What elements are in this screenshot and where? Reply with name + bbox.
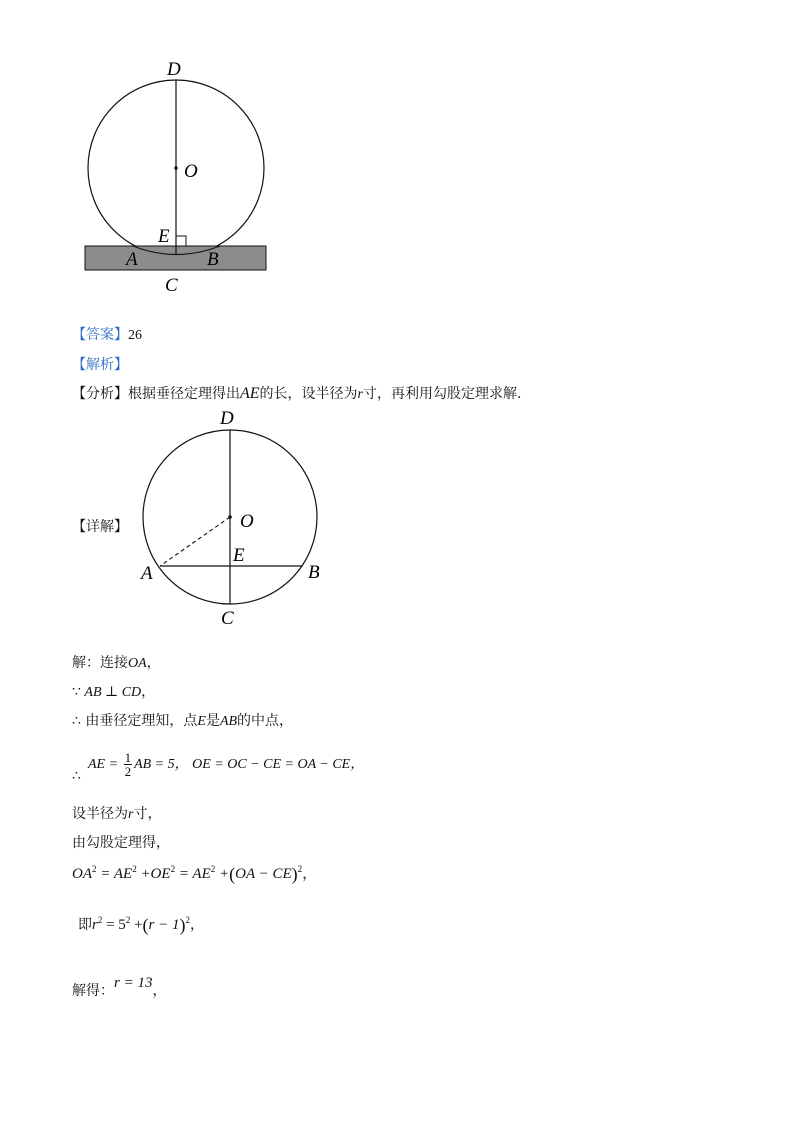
- analysis-tag: 【解析】: [72, 357, 128, 373]
- eq-ab-value: AB = 5，: [134, 757, 189, 772]
- summary-text2: 的长，设半径为: [259, 386, 358, 402]
- figure1-label-e: E: [158, 226, 170, 247]
- solution-line-6: 由勾股定理得，: [72, 835, 170, 851]
- sq-5: 2: [297, 864, 303, 874]
- sq-7: 2: [125, 915, 131, 925]
- figure1-label-c: C: [165, 275, 178, 296]
- eq-oe: OE = OC − CE = OA − CE，: [192, 757, 365, 772]
- figure2-label-d: D: [220, 408, 234, 429]
- figure2-radius-oa-dashed: [160, 517, 230, 566]
- summary-ae: AE: [240, 385, 260, 402]
- solution-line5-end: 寸，: [133, 806, 162, 822]
- solution-line3-shi: 是: [205, 713, 220, 729]
- figure2-label-a: A: [141, 563, 153, 584]
- figure2-label-c: C: [221, 608, 234, 629]
- summary-line: [72, 383, 521, 403]
- sq-2: 2: [132, 864, 137, 874]
- because-symbol: ∵: [72, 685, 81, 700]
- eq-r: r: [92, 917, 98, 933]
- solution-line-5: [72, 803, 161, 823]
- eq-line7-punct: ，: [302, 866, 318, 882]
- eq-r-equals-13: r = 13: [114, 975, 153, 991]
- eq-five: = 5: [102, 917, 126, 933]
- figure2-label-e: E: [233, 545, 245, 566]
- sq-3: 2: [170, 864, 176, 874]
- solution-line-9: [72, 975, 167, 1000]
- figure-circle-chord: [130, 402, 340, 632]
- eq-oe2: +OE: [136, 866, 171, 882]
- eq-plus-2: +: [130, 917, 143, 933]
- solution-line1-oa: OA: [128, 656, 147, 671]
- figure-circle-ground: [70, 55, 290, 300]
- solution-line8-ji: 即: [78, 917, 92, 933]
- fraction-denominator: 2: [124, 764, 132, 780]
- solution-line3-end: 的中点，: [237, 713, 294, 729]
- figure1-right-angle-mark: [176, 236, 186, 246]
- solution-line9-punct: ，: [152, 983, 167, 999]
- solution-line3-e: E: [197, 714, 206, 729]
- fraction-numerator: 1: [124, 749, 132, 765]
- eq-line8-punct: ，: [190, 917, 204, 933]
- eq-ae2: = AE: [175, 866, 211, 882]
- therefore-symbol: ∴: [72, 714, 81, 729]
- eq-ae-lhs: AE =: [88, 757, 119, 772]
- summary-text3: 寸，再利用勾股定理求解.: [363, 386, 522, 402]
- summary-r: r: [357, 387, 363, 402]
- solution-line-1: [72, 652, 161, 672]
- fraction-one-half: [124, 751, 133, 779]
- eq-oa: OA: [72, 866, 92, 882]
- solution-line9-text: 解得：: [72, 983, 114, 999]
- solution-line-7: $OA^2 = AE^2 +OE^2 = AE^2 +(OA - CE)^2$，: [72, 864, 318, 884]
- solution-line-3: [72, 710, 293, 730]
- therefore-symbol-2: ∴: [72, 769, 81, 784]
- eq-r-minus-1: r − 1: [148, 917, 180, 933]
- solution-line3-ab: AB: [219, 714, 238, 729]
- answer-line: [72, 324, 142, 344]
- detail-tag: 【详解】: [72, 519, 128, 535]
- figure2-center-dot: [228, 515, 232, 519]
- figure2-label-b: B: [308, 562, 320, 583]
- sq-4: 2: [210, 864, 216, 874]
- sq-1: 2: [92, 864, 97, 874]
- solution-line-8: 即$r^2 = 5^2 +(r - 1)^2$，: [78, 915, 204, 935]
- solution-line-2: [72, 681, 155, 701]
- solution-line5-text: 设半径为: [72, 806, 128, 822]
- eq-ae: = AE: [96, 866, 133, 882]
- figure1-center-dot: [174, 166, 178, 170]
- solution-line1-text: 解：连接: [72, 655, 128, 671]
- solution-line5-r: r: [128, 807, 134, 822]
- eq-oa-ce: OA − CE: [235, 866, 292, 882]
- solution-line3-text: 由垂径定理知，点: [85, 713, 198, 729]
- figure1-label-a: A: [126, 249, 138, 270]
- summary-text1: 根据垂径定理得出: [128, 386, 240, 402]
- answer-value: 26: [128, 328, 142, 343]
- answer-tag: 【答案】: [72, 327, 128, 343]
- figure1-label-d: D: [167, 59, 181, 80]
- solution-line2-punct: ，: [141, 685, 156, 700]
- figure1-label-b: B: [207, 249, 219, 270]
- sq-8: 2: [185, 915, 190, 925]
- sq-6: 2: [97, 915, 103, 925]
- figure2-label-o: O: [240, 511, 254, 532]
- summary-tag: 【分析】: [72, 386, 128, 402]
- eq-plus: +: [215, 866, 230, 882]
- solution-line2-perp: AB ⊥ CD: [84, 685, 142, 700]
- solution-line1-punct: ，: [146, 655, 161, 671]
- figure1-label-o: O: [184, 161, 198, 182]
